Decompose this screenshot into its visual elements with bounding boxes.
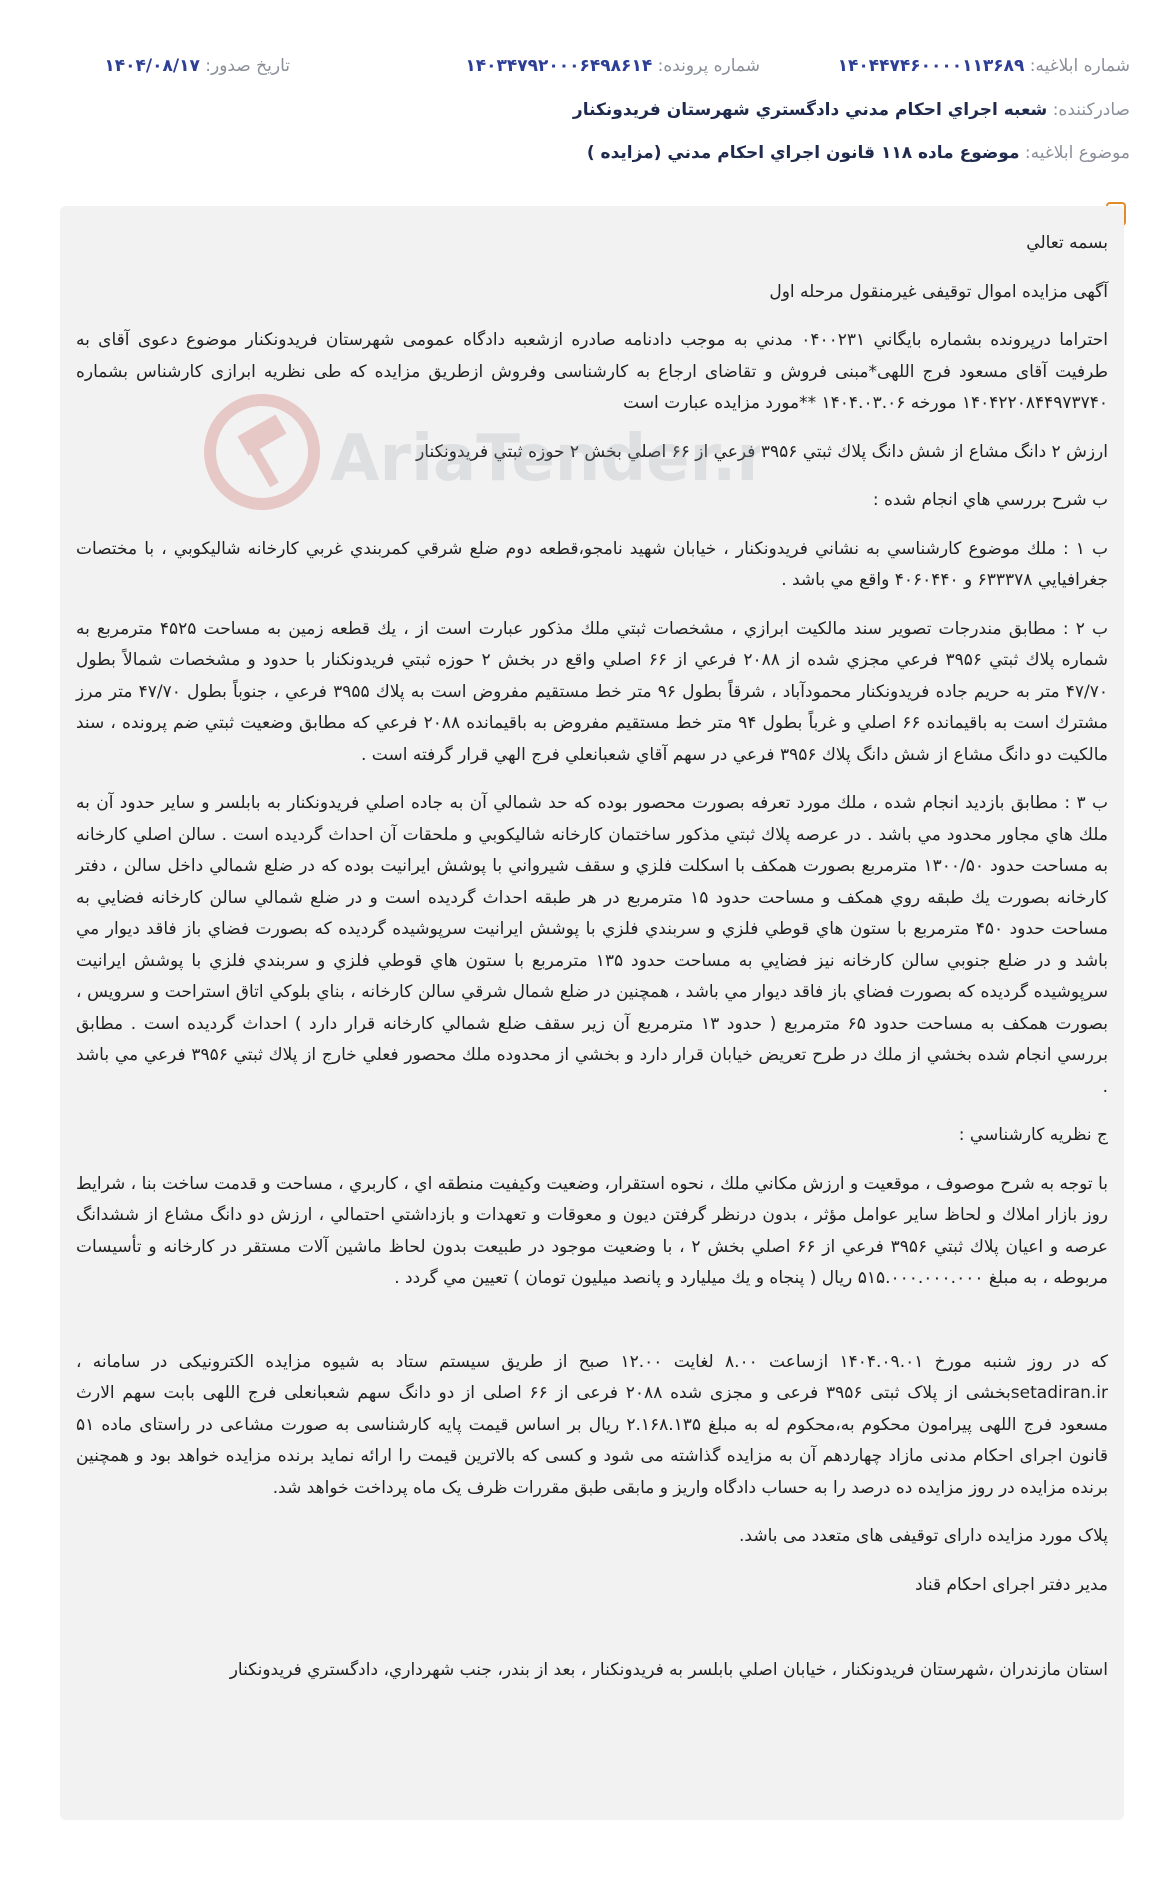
body-paragraph: ب ۳ : مطابق بازديد انجام شده ، ملك مورد تعرفه بصورت محصور بوده كه حد شمالي آن به جاده اصلي فريدونكنار به بابلسر و ساير حدود آن به ملك هاي مجاور محدود مي باشد . در عرصه پلاك ثبتي مذكور ساختمان كارخانه شاليكوبي و ملحقات آن احداث گرديده است . سالن اصلي كارخانه به مساحت حدود ۱۳۰۰/۵۰ مترمربع بصورت همكف با اسكلت فلزي و سقف شيرواني با پوشش ايرانيت بوده كه در ضلع شمالي داخل سالن ، دفتر كارخانه بصورت يك طبقه روي همكف و مساحت حدود ۱۵ مترمربع در هر طبقه احداث گرديده است و در ضلع شمالي سالن كارخانه فضايي به مساحت حدود ۴۵۰ مترمربع با ستون هاي قوطي فلزي و سربندي فلزي با پوشش ايرانيت سرپوشيده گرديده كه بصورت فضاي باز فاقد ديوار مي باشد و در ضلع جنوبي سالن كارخانه نيز فضايي به مساحت حدود ۱۳۵ مترمربع با ستون هاي قوطي فلزي و سربندي فلزي با پوشش ايرانيت سرپوشيده گرديده كه بصورت فضاي باز فاقد ديوار مي باشد ، همچنين در ضلع شمال شرقي سالن كارخانه ، بناي بلوكي اتاق استراحت و سرويس ، بصورت همكف به مساحت حدود ۶۵ مترمربع ( حدود ۱۳ مترمربع آن زير سقف ضلع شمالي كارخانه قرار دارد ) احداث گرديده است . مطابق بررسي انجام شده بخشي از ملك در طرح تعريض خيابان قرار دارد و بخشي از محدوده ملك محصور فعلي خارج از پلاك ثبتي ۳۹۵۶ فرعي مي باشد . bbox=[76, 793, 1108, 1097]
body-paragraph: مدیر دفتر اجرای احکام قناد bbox=[915, 1574, 1108, 1595]
subject-row bbox=[40, 143, 1130, 163]
issuer-row bbox=[40, 100, 1130, 120]
body-paragraph: احتراما درپرونده بشماره بايگاني ۰۴۰۰۲۳۱ مدني به موجب دادنامه صادره ازشعبه دادگاه عمومی شهرستان فریدونکنار موضوع دعوی آقای به طرفیت آقای مسعود فرج اللهی*مبنی فروش و تقاضای ارجاع به کارشناسی وفروش ازطریق مزایده که طی نظریه ابرازی کارشناس بشماره ۱۴۰۴۲۲۰۸۴۴۹۷۳۷۴۰ مورخه ۱۴۰۴.۰۳.۰۶ **مورد مزایده عبارت است bbox=[76, 330, 1109, 413]
case-number bbox=[290, 56, 760, 76]
notice-meta-row bbox=[40, 56, 1130, 76]
body-paragraph: بسمه تعالي bbox=[1026, 233, 1108, 253]
body-paragraph: ج نظريه كارشناسي : bbox=[958, 1125, 1108, 1145]
body-paragraph: ارزش ۲ دانگ مشاع از شش دانگ پلاك ثبتي ۳۹۵۶ فرعي از ۶۶ اصلي بخش ۲ حوزه ثبتي فريدونكنار bbox=[416, 441, 1108, 462]
body-paragraph: ب شرح بررسي هاي انجام شده : bbox=[872, 490, 1108, 510]
notice-number bbox=[760, 56, 1130, 76]
body-paragraph: آگهی مزایده اموال توقیفی غیرمنقول مرحله اول bbox=[769, 281, 1108, 302]
body-paragraph: با توجه به شرح موصوف ، موقعيت و ارزش مكاني ملك ، نحوه استقرار، وضعيت وكيفيت منطقه اي ، كاربري ، مساحت و قدمت ساخت بنا ، شرايط روز بازار املاك و لحاظ ساير عوامل مؤثر ، بدون درنظر گرفتن ديون و معوقات و تعهدات و بازداشتي احتمالي ، ارزش دو دانگ مشاع از ششدانگ عرصه و اعيان پلاك ثبتي ۳۹۵۶ فرعي از ۶۶ اصلي بخش ۲ ، با وضعيت موجود در طبيعت بدون لحاظ ماشين آلات مستقر در كارخانه و تأسيسات مربوطه ، به مبلغ ۵۱۵.۰۰۰.۰۰۰.۰۰۰ ريال ( پنجاه و يك ميليارد و پانصد ميليون تومان ) تعيين مي گردد . bbox=[76, 1173, 1108, 1288]
body-paragraph: ب ۱ : ملك موضوع كارشناسي به نشاني فريدونكنار ، خيابان شهيد نامجو،قطعه دوم ضلع شرقي كمربندي غربي كارخانه شاليكوبي ، با مختصات جغرافيايي ۶۳۳۳۷۸ و ۴۰۶۰۴۴۰ واقع مي باشد . bbox=[76, 538, 1108, 590]
body-paragraph: استان مازندران ،شهرستان فريدونكنار ، خيابان اصلي بابلسر به فريدونكنار ، بعد از بندر، جنب شهرداري، دادگستري فريدونكنار bbox=[229, 1660, 1108, 1680]
case-number-value: ۱۴۰۳۴۷۹۲۰۰۰۶۴۹۸۶۱۴ bbox=[465, 56, 653, 76]
notice-number-value: ۱۴۰۴۴۷۴۶۰۰۰۰۱۱۳۶۸۹ bbox=[837, 56, 1025, 76]
notice-number-label: شماره ابلاغیه: bbox=[1029, 56, 1130, 76]
subject-value: موضوع ماده ۱۱۸ قانون اجراي احکام مدني (مزايده ) bbox=[586, 143, 1020, 163]
subject-label: موضوع ابلاغیه: bbox=[1024, 143, 1130, 163]
body-paragraph: که در روز شنبه مورخ ۱۴۰۴.۰۹.۰۱ ازساعت ۸.۰۰ لغایت ۱۲.۰۰ صبح از طریق سیستم ستاد به شیوه مزایده الکترونیکی در سامانه ، setadiran.irبخشی از پلاک ثبتی ۳۹۵۶ فرعی و مجزی شده ۲۰۸۸ فرعی از ۶۶ اصلی از دو دانگ سهم شعبانعلی فرج اللهی بابت سهم الارث مسعود فرج اللهی پیرامون محکوم به،محکوم له به مبلغ ۲.۱۶۸.۱۳۵ ریال بر اساس قیمت پایه کارشناسی به صورت مشاعی در راستای ماده ۵۱ قانون اجرای احکام مدنی مازاد چهاردهم آن به مزایده گذاشته می شود و کسی که بالاترین قیمت را ارائه نماید برنده مزایده خواهد بود و همچنین برنده مزایده در روز مزایده ده درصد را به حساب دادگاه واریز و مابقی طبق مقررات ظرف یک ماه پرداخت خواهد شد. bbox=[76, 1351, 1109, 1498]
case-number-label: شماره پرونده: bbox=[657, 56, 760, 76]
issuer-value: شعبه اجراي احکام مدني دادگستري شهرستان فريدونکنار bbox=[572, 100, 1048, 120]
issue-date-label: تاریخ صدور: bbox=[205, 56, 290, 76]
watermark-text: AriaTender.n bbox=[330, 422, 760, 496]
notice-body bbox=[60, 206, 1124, 1820]
issue-date bbox=[40, 56, 290, 76]
body-paragraph: ب ۲ : مطابق مندرجات تصوير سند مالكيت ابرازي ، مشخصات ثبتي ملك مذكور عبارت است از ، يك قطعه زمين به مساحت ۴۵۲۵ مترمربع به شماره پلاك ثبتي ۳۹۵۶ فرعي مجزي شده از ۲۰۸۸ فرعي از ۶۶ اصلي واقع در بخش ۲ حوزه ثبتي فريدونكنار با حدود و مشخصات شمالاً بطول ۴۷/۷۰ متر به حريم جاده فريدونكنار محمودآباد ، شرقاً بطول ۹۶ متر خط مستقيم مفروض است به پلاك ۳۹۵۵ فرعي ، جنوباً بطول ۴۷/۷۰ متر مرز مشترك است به باقيمانده ۶۶ اصلي و غرباً بطول ۹۴ متر خط مستقيم مفروض به باقيمانده ۲۰۸۸ فرعي كه مطابق وضعيت ثبتي ضم پرونده ، سند مالكيت دو دانگ مشاع از شش دانگ پلاك ۳۹۵۶ فرعي در سهم آقاي شعبانعلي فرج الهي قرار گرفته است . bbox=[76, 618, 1108, 765]
body-paragraph: پلاک مورد مزایده دارای توقیفی های متعدد می باشد. bbox=[739, 1526, 1108, 1546]
issue-date-value: ۱۴۰۴/۰۸/۱۷ bbox=[104, 56, 200, 76]
issuer-label: صادرکننده: bbox=[1052, 100, 1130, 120]
